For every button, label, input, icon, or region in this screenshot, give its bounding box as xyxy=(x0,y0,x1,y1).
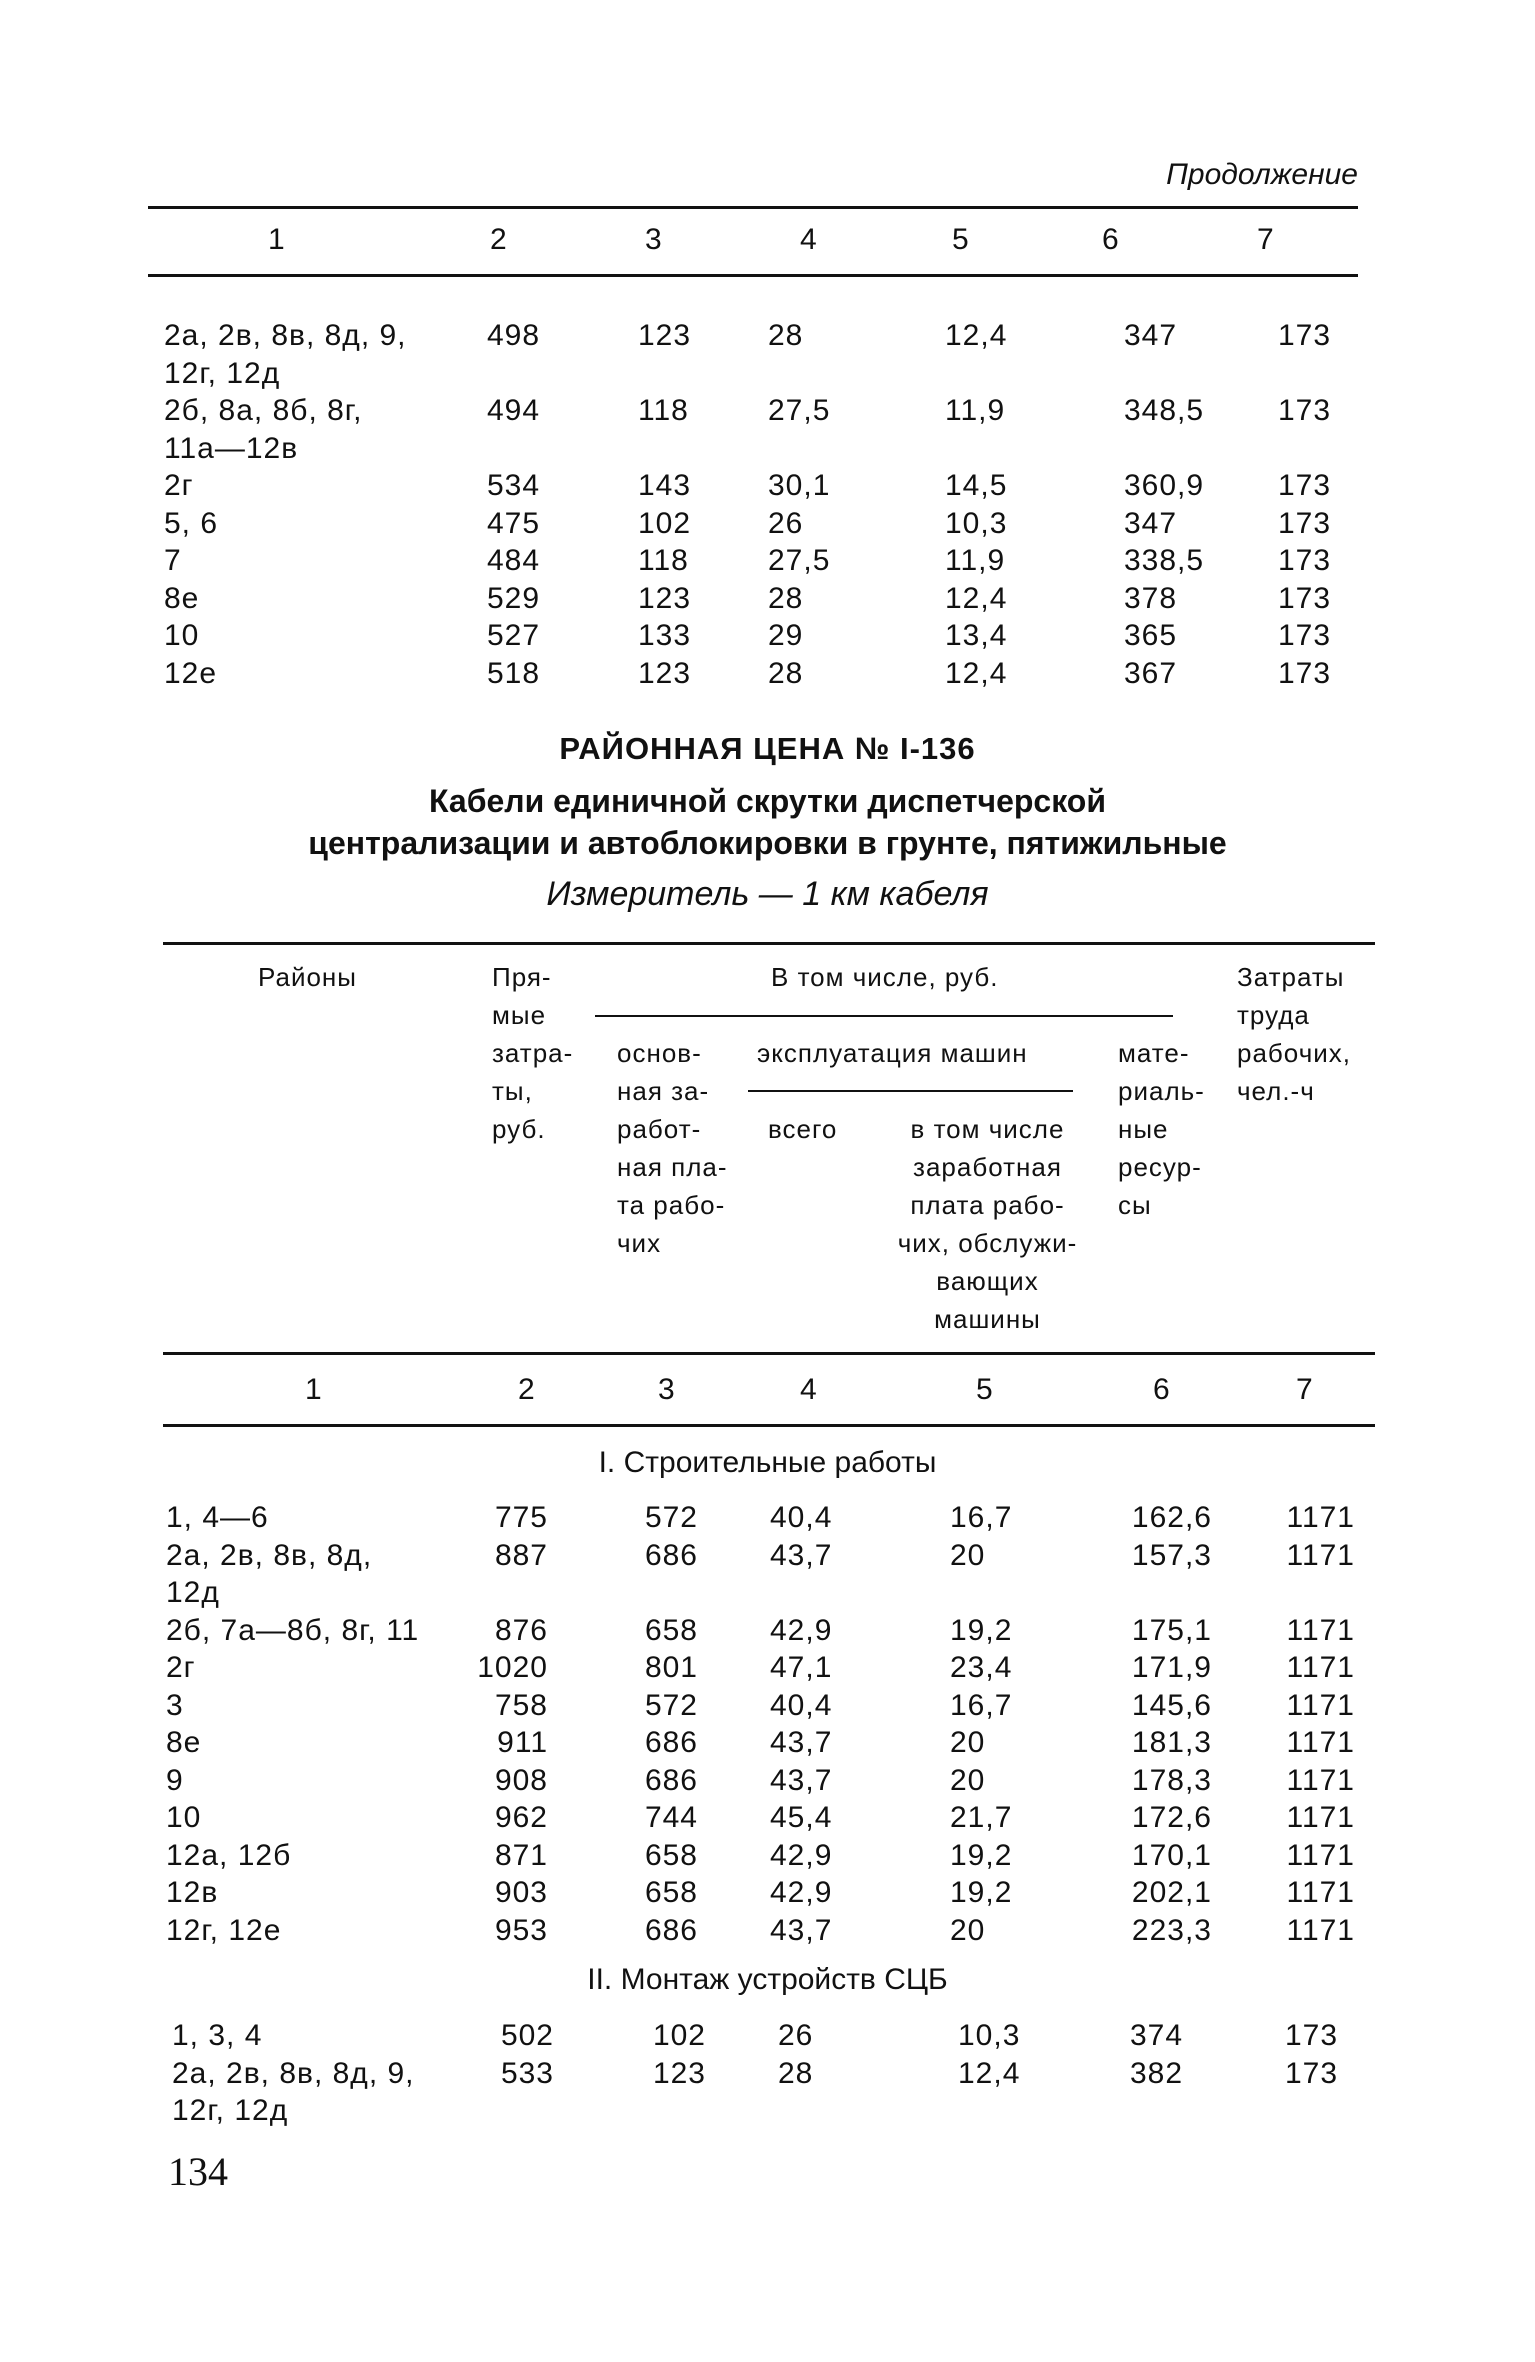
row-cell-col5: 12,4 xyxy=(958,2056,1021,2090)
row-cell-col6: 181,3 xyxy=(1131,1726,1212,1759)
row-cell-col5: 12,4 xyxy=(945,656,1008,690)
row-cell-col2: 871 xyxy=(494,1838,548,1872)
table2-colnum-1: 1 xyxy=(305,1373,323,1406)
section-construction-title: I. Строительные работы xyxy=(598,1446,937,1479)
heading-line-2: централизации и автоблокировки в грунте, пятижильные xyxy=(308,825,1227,861)
row-cell-col3: 686 xyxy=(644,1763,698,1797)
row-cell-col4: 43,7 xyxy=(770,1538,833,1572)
page-number: 134 xyxy=(168,2149,228,2194)
row-region-label: 2а, 2в, 8в, 8д, xyxy=(166,1538,373,1572)
row-cell-col3: 658 xyxy=(644,1613,698,1647)
row-cell-col2: 475 xyxy=(487,506,541,540)
row-cell-col7: 1171 xyxy=(1286,1651,1355,1684)
header-machines: эксплуатация машин xyxy=(757,1038,1028,1068)
row-region-label: 2г xyxy=(166,1651,196,1684)
row-cell-col6: 162,6 xyxy=(1131,1501,1212,1534)
table1-header-rule xyxy=(148,274,1358,277)
row-cell-col4: 42,9 xyxy=(770,1613,833,1647)
row-cell-col6: 374 xyxy=(1130,2019,1184,2052)
table1-colnum-2: 2 xyxy=(490,223,508,256)
row-cell-col6: 172,6 xyxy=(1131,1801,1212,1834)
row-cell-col6: 378 xyxy=(1124,581,1178,615)
row-cell-col3: 143 xyxy=(638,469,692,502)
row-cell-col3: 123 xyxy=(638,656,692,690)
row-cell-col5: 20 xyxy=(950,1763,986,1797)
table1-colnum-4: 4 xyxy=(800,223,818,256)
table2-numbers-rule xyxy=(163,1424,1375,1427)
row-region-label: 3 xyxy=(166,1688,184,1722)
row-cell-col2: 911 xyxy=(497,1726,548,1759)
row-region-label: 8е xyxy=(166,1726,202,1759)
table2-colnum-5: 5 xyxy=(976,1373,994,1406)
row-cell-col2: 502 xyxy=(500,2019,554,2052)
row-cell-col7: 1171 xyxy=(1286,1838,1355,1872)
row-cell-col3: 123 xyxy=(638,319,692,352)
table2-colnum-6: 6 xyxy=(1153,1373,1171,1406)
row-cell-col4: 43,7 xyxy=(770,1763,833,1797)
row-region-label: 12г, 12е xyxy=(166,1913,282,1947)
row-region-label: 12е xyxy=(164,656,218,690)
row-cell-col4: 40,4 xyxy=(770,1688,833,1722)
row-region-label: 12г, 12д xyxy=(172,2094,289,2127)
row-cell-col4: 28 xyxy=(768,581,804,615)
row-cell-col3: 572 xyxy=(644,1688,698,1722)
header-total: всего xyxy=(768,1114,838,1144)
row-cell-col3: 658 xyxy=(644,1876,698,1909)
row-cell-col6: 175,1 xyxy=(1131,1613,1212,1647)
row-cell-col3: 572 xyxy=(644,1501,698,1534)
row-cell-col5: 23,4 xyxy=(950,1651,1013,1684)
row-cell-col5: 20 xyxy=(950,1538,986,1572)
row-cell-col7: 1171 xyxy=(1286,1613,1355,1647)
row-cell-col7: 173 xyxy=(1278,656,1332,690)
row-cell-col2: 529 xyxy=(487,581,541,615)
row-region-label: 2а, 2в, 8в, 8д, 9, xyxy=(164,319,407,352)
row-cell-col5: 19,2 xyxy=(950,1876,1013,1909)
row-cell-col5: 19,2 xyxy=(950,1838,1013,1872)
row-cell-col5: 19,2 xyxy=(950,1613,1013,1647)
table1-colnum-7: 7 xyxy=(1257,223,1275,256)
table2-top-rule xyxy=(163,942,1375,945)
row-cell-col5: 11,9 xyxy=(945,394,1006,427)
row-region-label: 12г, 12д xyxy=(164,356,281,390)
row-cell-col4: 43,7 xyxy=(770,1913,833,1947)
row-cell-col7: 173 xyxy=(1278,506,1332,540)
header-labor: Затраты труда рабочих, чел.-ч xyxy=(1237,962,1351,1106)
row-region-label: 2б, 8а, 8б, 8г, xyxy=(164,394,363,427)
row-cell-col2: 758 xyxy=(494,1688,548,1722)
header-machine-wage: в том числе заработная плата рабо- чих, обслужи- вающих машины xyxy=(897,1114,1078,1334)
row-cell-col6: 367 xyxy=(1124,656,1178,690)
row-cell-col2: 903 xyxy=(494,1876,548,1909)
row-cell-col4: 42,9 xyxy=(770,1838,833,1872)
table2-colnum-4: 4 xyxy=(800,1373,818,1406)
row-cell-col6: 202,1 xyxy=(1131,1876,1212,1909)
row-cell-col7: 1171 xyxy=(1286,1688,1355,1722)
row-cell-col2: 494 xyxy=(487,394,541,427)
row-cell-col2: 484 xyxy=(487,544,541,577)
row-cell-col6: 382 xyxy=(1130,2056,1184,2090)
row-cell-col5: 16,7 xyxy=(950,1501,1013,1534)
row-cell-col5: 21,7 xyxy=(950,1801,1013,1834)
row-cell-col4: 28 xyxy=(768,656,804,690)
row-cell-col4: 27,5 xyxy=(768,394,831,427)
row-region-label: 9 xyxy=(166,1763,184,1797)
row-cell-col6: 338,5 xyxy=(1124,544,1205,577)
row-cell-col2: 498 xyxy=(487,319,541,352)
table1-colnum-3: 3 xyxy=(645,223,663,256)
row-cell-col6: 223,3 xyxy=(1131,1913,1212,1947)
row-cell-col3: 658 xyxy=(644,1838,698,1872)
row-cell-col4: 40,4 xyxy=(770,1501,833,1534)
price-title: РАЙОННАЯ ЦЕНА № I-136 xyxy=(559,731,976,766)
row-cell-col4: 29 xyxy=(768,619,804,652)
row-cell-col5: 12,4 xyxy=(945,319,1008,352)
row-region-label: 12в xyxy=(166,1876,219,1909)
row-cell-col7: 1171 xyxy=(1286,1501,1355,1534)
row-region-label: 10 xyxy=(164,619,200,652)
row-cell-col4: 30,1 xyxy=(768,469,831,502)
row-cell-col7: 1171 xyxy=(1286,1726,1355,1759)
row-region-label: 8е xyxy=(164,581,200,615)
header-materials: мате- риаль- ные ресур- сы xyxy=(1118,1038,1205,1220)
row-region-label: 2б, 7а—8б, 8г, 11 xyxy=(166,1613,420,1647)
header-direct-costs: Пря- мые затра- ты, руб. xyxy=(492,962,574,1144)
row-cell-col3: 686 xyxy=(644,1726,698,1759)
row-cell-col7: 173 xyxy=(1278,581,1332,615)
row-cell-col3: 118 xyxy=(638,394,689,427)
row-cell-col4: 47,1 xyxy=(770,1651,833,1684)
row-cell-col4: 26 xyxy=(778,2019,814,2052)
row-cell-col7: 173 xyxy=(1278,619,1332,652)
row-cell-col6: 171,9 xyxy=(1131,1651,1212,1684)
row-cell-col7: 173 xyxy=(1285,2019,1339,2052)
measure-unit: Измеритель — 1 км кабеля xyxy=(546,875,989,913)
row-cell-col5: 20 xyxy=(950,1913,986,1947)
row-cell-col3: 118 xyxy=(638,544,689,577)
table2-colnum-2: 2 xyxy=(518,1373,536,1406)
row-cell-col2: 1020 xyxy=(477,1651,548,1684)
header-basic-pay: основ- ная за- работ- ная пла- та рабо- чих xyxy=(617,1038,728,1258)
row-cell-col2: 876 xyxy=(494,1613,548,1647)
table1-colnum-1: 1 xyxy=(268,223,286,256)
row-cell-col4: 28 xyxy=(778,2056,814,2090)
header-machines-rule xyxy=(748,1090,1073,1092)
row-cell-col6: 348,5 xyxy=(1124,394,1205,427)
row-cell-col2: 775 xyxy=(494,1501,548,1534)
row-cell-col7: 173 xyxy=(1278,469,1332,502)
row-cell-col7: 1171 xyxy=(1286,1538,1355,1572)
row-region-label: 5, 6 xyxy=(164,506,219,540)
row-cell-col3: 744 xyxy=(644,1801,698,1834)
row-cell-col6: 360,9 xyxy=(1124,469,1205,502)
row-cell-col3: 686 xyxy=(644,1538,698,1572)
table1-colnum-5: 5 xyxy=(952,223,970,256)
row-cell-col5: 13,4 xyxy=(945,619,1008,652)
row-region-label: 7 xyxy=(164,544,182,577)
heading-line-1: Кабели единичной скрутки диспетчерской xyxy=(428,783,1107,819)
row-cell-col4: 27,5 xyxy=(768,544,831,577)
row-cell-col7: 1171 xyxy=(1286,1913,1355,1947)
row-cell-col6: 170,1 xyxy=(1131,1838,1212,1872)
row-cell-col7: 173 xyxy=(1278,544,1332,577)
row-region-label: 1, 4—6 xyxy=(166,1501,269,1534)
row-region-label: 10 xyxy=(166,1801,202,1834)
row-cell-col7: 173 xyxy=(1278,319,1332,352)
row-cell-col4: 43,7 xyxy=(770,1726,833,1759)
table2-colnum-7: 7 xyxy=(1296,1373,1314,1406)
section-installation-title: II. Монтаж устройств СЦБ xyxy=(587,1963,948,1996)
row-cell-col5: 16,7 xyxy=(950,1688,1013,1722)
row-cell-col7: 173 xyxy=(1285,2056,1339,2090)
row-cell-col3: 123 xyxy=(638,581,692,615)
row-cell-col4: 45,4 xyxy=(770,1801,833,1834)
row-cell-col3: 102 xyxy=(652,2019,706,2052)
header-including-rule xyxy=(595,1015,1173,1017)
table2-colnum-3: 3 xyxy=(658,1373,676,1406)
row-cell-col3: 123 xyxy=(652,2056,706,2090)
header-including: В том числе, руб. xyxy=(771,962,999,992)
row-cell-col4: 28 xyxy=(768,319,804,352)
row-cell-col6: 347 xyxy=(1124,319,1178,352)
row-cell-col2: 962 xyxy=(494,1801,548,1834)
table1-colnum-6: 6 xyxy=(1102,223,1120,256)
row-cell-col2: 908 xyxy=(494,1763,548,1797)
row-region-label: 1, 3, 4 xyxy=(172,2019,263,2052)
row-cell-col5: 20 xyxy=(950,1726,986,1759)
row-cell-col5: 10,3 xyxy=(958,2019,1021,2052)
row-region-label: 11а—12в xyxy=(164,431,299,465)
row-cell-col2: 534 xyxy=(487,469,541,502)
row-region-label: 2г xyxy=(164,469,194,502)
row-cell-col4: 42,9 xyxy=(770,1876,833,1909)
row-cell-col7: 1171 xyxy=(1286,1801,1355,1834)
row-cell-col3: 133 xyxy=(638,619,692,652)
row-cell-col2: 518 xyxy=(487,656,541,690)
row-region-label: 2а, 2в, 8в, 8д, 9, xyxy=(172,2056,415,2090)
continuation-label: Продолжение xyxy=(1166,158,1358,191)
row-cell-col2: 953 xyxy=(494,1913,548,1947)
row-cell-col7: 1171 xyxy=(1286,1876,1355,1909)
row-cell-col2: 887 xyxy=(494,1538,548,1572)
row-cell-col2: 533 xyxy=(500,2056,554,2090)
row-cell-col6: 157,3 xyxy=(1131,1538,1212,1572)
row-cell-col5: 10,3 xyxy=(945,506,1008,540)
row-cell-col4: 26 xyxy=(768,506,804,540)
row-cell-col2: 527 xyxy=(487,619,541,652)
row-cell-col5: 12,4 xyxy=(945,581,1008,615)
row-cell-col6: 178,3 xyxy=(1131,1763,1212,1797)
row-cell-col7: 173 xyxy=(1278,394,1332,427)
row-cell-col6: 347 xyxy=(1124,506,1178,540)
row-cell-col3: 801 xyxy=(644,1651,698,1684)
header-regions: Районы xyxy=(258,962,357,992)
row-cell-col5: 14,5 xyxy=(945,469,1008,502)
row-region-label: 12д xyxy=(166,1576,220,1609)
row-cell-col6: 365 xyxy=(1124,619,1178,652)
row-cell-col3: 102 xyxy=(638,506,692,540)
row-cell-col5: 11,9 xyxy=(945,544,1006,577)
table1-top-rule xyxy=(148,206,1358,209)
row-cell-col7: 1171 xyxy=(1286,1763,1355,1797)
row-cell-col6: 145,6 xyxy=(1131,1688,1212,1722)
table2-header-bottom-rule xyxy=(163,1352,1375,1355)
row-region-label: 12а, 12б xyxy=(166,1838,292,1872)
row-cell-col3: 686 xyxy=(644,1913,698,1947)
